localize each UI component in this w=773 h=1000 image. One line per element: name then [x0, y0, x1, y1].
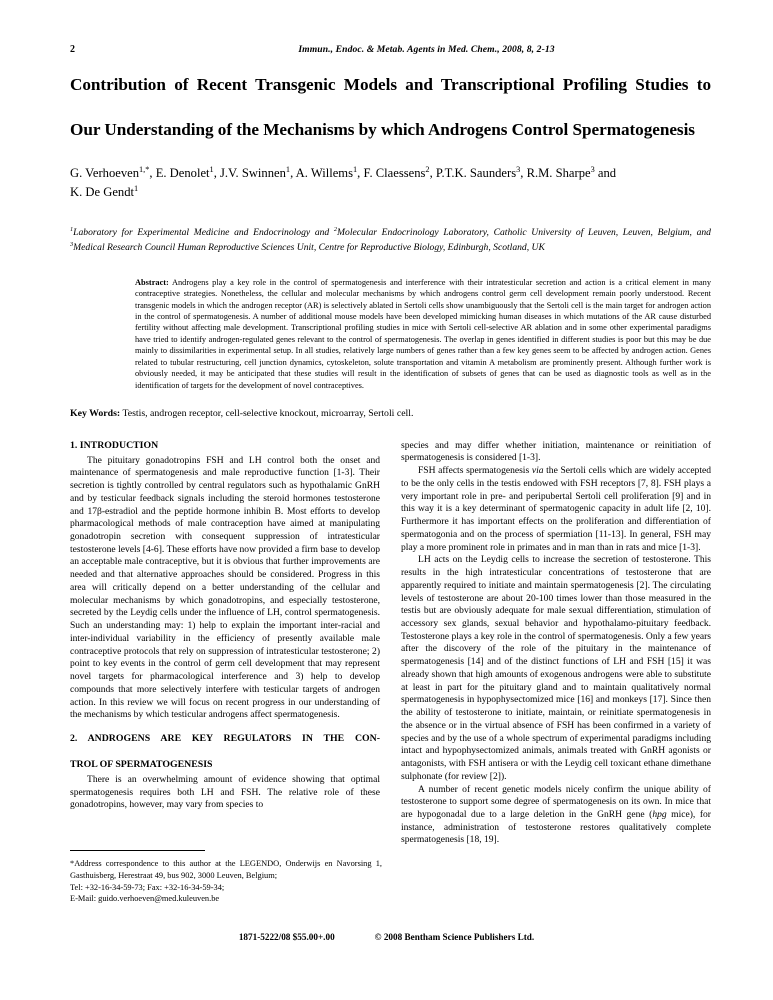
- section-heading-introduction: [70, 440, 380, 453]
- paragraph: LH acts on the Leydig cells to increase the secretion of testosterone. This results in the high intratesticular concentrations of testosterone that are apparently required to initiate and maintain spermatogenesis [2]. The circulating levels of testosterone are about 20-100 times lower than those measured in the testis but are obviously adequate for male sexual differentiation, stimulation of accessory sex glands, sexual behavior and hypothalamo-pituitary feedback. Testosterone plays a key role in the control of spermatogenesis. Only a few years after the discovery of the role of the pituitary in the maintenance of spermatogenesis [14] and of the distinct functions of LH and FSH [15] it was already shown that high amounts of exogenous androgens were able to substitute at least in part for the pituitary gland and to maintain qualitatively normal spermatogenesis in hypophysectomized mice [16] and monkeys [17]. Since then the ability of testosterone to initiate, maintain, or reinitiate spermatogenesis in the absence or in the virtual absence of FSH has been confirmed in a variety of species and by the use of a whole spectrum of experimental paradigms including intact and hypophysectomized animals, animals treated with GnRH agonists or antagonists, with FSH antisera or with the Leydig cell toxicant ethane dimethane sulphonate (for review [2]).: [401, 554, 711, 782]
- author-affiliation-marker: 3: [516, 164, 521, 174]
- article-title-line-2: Our Understanding of the Mechanisms by which Androgens Control Spermatogenesis: [70, 120, 695, 140]
- author-name: , P.T.K. Saunders: [429, 166, 517, 181]
- section-heading-androgens-line-1: 2. ANDROGENS ARE KEY REGULATORS IN THE CON-: [70, 733, 380, 745]
- author-name: , E. Denolet: [149, 166, 210, 181]
- author-list: [70, 164, 711, 202]
- paragraph-text: FSH affects spermatogenesis: [418, 465, 532, 477]
- affiliation-text-1: Laboratory for Experimental Medicine and Endocrinology and: [73, 227, 334, 239]
- journal-citation-line: Immun., Endoc. & Metab. Agents in Med. Chem., 2008, 8, 2-13: [298, 44, 555, 55]
- author-affiliation-marker: 1: [285, 164, 291, 174]
- affiliation-marker-3: 3: [70, 240, 74, 248]
- author-conjunction: and: [594, 166, 617, 181]
- page-number: 2: [70, 44, 75, 55]
- author-affiliation-marker: 1: [134, 184, 139, 194]
- author-name: , A. Willems: [290, 166, 353, 181]
- issn-price: 1871-5222/08 $55.00+.00: [238, 932, 335, 942]
- page-footer: [0, 932, 773, 942]
- keywords-label: Key Words:: [70, 407, 121, 419]
- section-heading-introduction-label: 1. INTRODUCTION: [70, 439, 159, 451]
- author-name: , F. Claessens: [357, 166, 426, 181]
- author-name: , J.V. Swinnen: [213, 166, 286, 181]
- paragraph: The pituitary gonadotropins FSH and LH control both the onset and maintenance of spermatogenesis and male reproductive function [1-3]. Their secretion is tightly controlled by central regulators such as hypothalamic GnRH and by testicular feedback signals including the steroid hormones testosterone and 17β-estradiol and the peptide hormone inhibin B. Most efforts to develop pharmacological methods of male contraception have aimed at manipulating gonadotropin secretion with consequent suppression of intratesticular testosterone levels [4-6]. These efforts have now provided a firm base to develop an acceptable male contraceptive, but it is obvious that further improvements are needed and that alternative approaches should be considered. Progress in this area will critically depend on a better understanding of the cellular and molecular mechanisms by which gonadotropins, and especially testosterone, secreted by the Leydig cells under the influence of LH, control spermatogenesis. Such an understanding may: 1) help to explain the important inter-racial and inter-individual variability in the efficiency of presently available male contraceptive protocols that rely on suppression of intratesticular testosterone; 2) point to key events in the control of germ cell development that may represent novel targets for pharmacological interference and 3) help to develop compounds that more selectively interfere with testicular targets of androgen action. In this review we will focus on recent progress in our understanding of the mechanisms by which testicular androgens affect spermatogenesis.: [70, 454, 380, 721]
- paragraph: species and may differ whether initiation, maintenance or reinitiation of spermatogenesis is considered [1-3].: [401, 439, 711, 464]
- author-name: G. Verhoeven: [70, 166, 140, 181]
- abstract-label: Abstract:: [135, 277, 169, 287]
- author-affiliation-marker: 2: [425, 164, 430, 174]
- affiliation-text-2: Molecular Endocrinology Laboratory, Catholic University of Leuven, Leuven, Belgium, and: [337, 227, 711, 239]
- left-column: [70, 440, 380, 848]
- right-column: [401, 440, 711, 848]
- body-columns: [70, 440, 711, 848]
- author-name: , R.M. Sharpe: [520, 166, 591, 181]
- affiliation-text-3: Medical Research Council Human Reproductive Sciences Unit, Centre for Reproductive Biology, Edinburgh, Scotland, UK: [73, 241, 545, 253]
- keywords-text: Testis, androgen receptor, cell-selective knockout, microarray, Sertoli cell.: [120, 407, 414, 419]
- keywords: [70, 407, 711, 421]
- section-heading-androgens: [70, 733, 380, 772]
- latin-term: via: [531, 465, 544, 477]
- footnote-address: *Address correspondence to this author at the LEGENDO, Onderwijs en Navorsing 1, Gasthuisberg, Herestraat 49, bus 902, 3000 Leuven, Belgium;: [70, 859, 382, 880]
- affiliation-marker-2: 2: [333, 226, 338, 234]
- paragraph-text: A number of recent genetic models nicely confirm the unique ability of testosterone to support some degree of spermatogenesis on its own. In mice that are hypogonadal due to a large deletion in the GnRH gene (: [401, 783, 711, 820]
- abstract-body: Androgens play a key role in the control of spermatogenesis and interference with their intratesticular secretion and action is a critical element in many contraceptive strategies. Nonetheless, the cellular and molecular mechanisms by which androgens control germ cell development remain poorly understood. Recent transgenic models in which the androgen receptor (AR) is selectively ablated in Sertoli cells show unambiguously that the Sertoli cell is the main target for androgen action in the control of spermatogenesis. A number of additional mouse models have been developed mimicking human diseases in which mutations of the AR cause disturbed fertility without affecting male development. Transcriptional profiling studies in mice with Sertoli cell-selective AR ablation and in some other experimental paradigms have tried to identify androgen-regulated genes relevant to the control of spermatogenesis. The overlap in genes identified in different studies is poor but this may be due mainly to dissimilarities in experimental setup. In all studies, relatively large numbers of genes rather than a few key genes seem to be affected by androgen action. Genes related to tubular restructuring, cell junction dynamics, cytoskeleton, solute transportation and vitamin A metabolism are prominently present. Although further work is obviously needed, it may be anticipated that these studies will result in the identification of subsets of genes that can be used as diagnostic tools as well as in the identification of targets for the development of novel contraceptives.: [135, 277, 711, 390]
- abstract: [135, 277, 711, 391]
- author-affiliation-marker: 1: [353, 164, 358, 174]
- footnote-phone: Tel: +32-16-34-59-73; Fax: +32-16-34-59-34;: [70, 882, 225, 892]
- author-affiliation-marker: 1,*: [139, 164, 150, 174]
- paragraph: There is an overwhelming amount of evidence showing that optimal spermatogenesis requires both LH and FSH. The relative role of these gonadotropins, however, may vary from species to: [70, 773, 380, 811]
- author-name: K. De Gendt: [70, 185, 135, 200]
- author-affiliation-marker: 3: [590, 164, 595, 174]
- footnote-separator: [70, 850, 205, 851]
- author-affiliation-marker: 1: [209, 164, 214, 174]
- footnote-email: E-Mail: guido.verhoeven@med.kuleuven.be: [70, 894, 220, 904]
- paragraph-text: the Sertoli cells which are widely accepted to be the only cells in the testis endowed with FSH receptors [7, 8]. FSH plays a very important role in pre- and peripubertal Sertoli cell proliferation [9] and in this way it is a key determinant of spermatogenic capacity in adult life [2, 10]. Furthermore it has important effects on the proliferation and differentiation of spermatogonia and on the process of spermiation [11-13]. In general, FSH may play a more prominent role in primates and in man than in rats and mice [1-3].: [401, 465, 711, 553]
- affiliation-marker-1: 1: [70, 226, 74, 234]
- article-title: [70, 74, 711, 142]
- affiliations: [70, 226, 711, 254]
- section-heading-androgens-line-2: TROL OF SPERMATOGENESIS: [70, 758, 213, 770]
- running-head: [70, 44, 711, 60]
- gene-name: hpg: [652, 808, 667, 820]
- copyright-notice: © 2008 Bentham Science Publishers Ltd.: [374, 932, 535, 942]
- correspondence-footnote: [70, 858, 382, 905]
- paragraph-text: mice), for instance, administration of testosterone restores qualitatively complete spermatogenesis [18, 19].: [401, 808, 711, 846]
- paragraph: [401, 465, 711, 554]
- article-title-line-1: Contribution of Recent Transgenic Models and Transcriptional Profiling Studies to: [70, 75, 711, 94]
- paragraph: [401, 784, 711, 848]
